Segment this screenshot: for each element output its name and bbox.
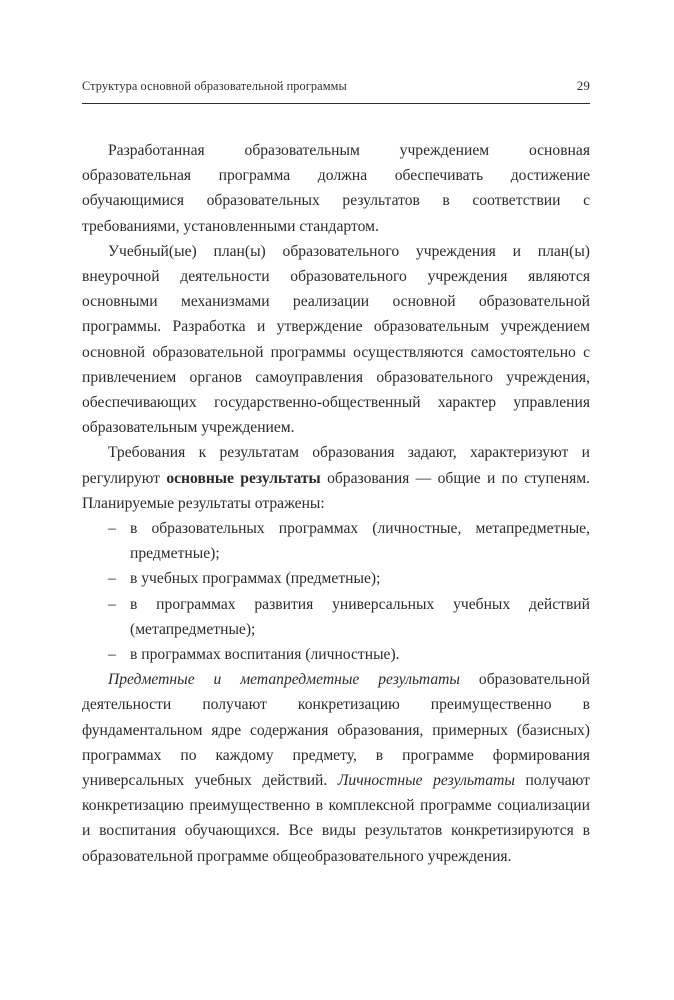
results-list [82, 516, 590, 667]
running-head [82, 78, 590, 103]
list-item-text: в образовательных программах (личностные, метапредметные, предметные); [130, 520, 590, 563]
paragraph-4-italic-1: Предметные и метапредметные результаты [108, 671, 460, 689]
list-item [82, 592, 590, 642]
list-item [82, 516, 590, 566]
running-head-title: Структура основной образовательной программы [82, 79, 347, 93]
header-rule [82, 103, 590, 104]
list-item [82, 642, 590, 667]
paragraph-4 [82, 667, 590, 869]
dash-marker-icon: – [108, 570, 116, 588]
list-item-text: в программах воспитания (личностные). [130, 646, 400, 664]
paragraph-3-emphasis: основные результаты [166, 469, 321, 487]
paragraph-4-middle: образовательной деятельности получают конкретизацию преимущественно в фундаментальном ядре содержания образования, примерных (базисных) программах по каждому предмету, в программе формирования универсальных учебных действий. [82, 671, 590, 790]
page-content [82, 78, 590, 869]
paragraph-3 [82, 440, 590, 516]
page-number: 29 [576, 78, 590, 93]
paragraph-3-lead: Требования к результатам образования задают, характеризуют и регулируют [82, 444, 590, 487]
list-item [82, 566, 590, 591]
list-item-text: в учебных программах (предметные); [130, 570, 381, 588]
body-text [82, 138, 590, 869]
dash-marker-icon: – [108, 520, 116, 538]
paragraph-4-italic-2: Личностные результаты [337, 772, 515, 790]
list-item-text: в программах развития универсальных учебных действий (метапредметные); [130, 595, 590, 638]
paragraph-1: Разработанная образовательным учреждением основная образовательная программа должна обеспечивать достижение обучающимися образовательных результатов в соответствии с требованиями, установленными стандартом. [82, 142, 590, 235]
paragraph-2: Учебный(ые) план(ы) образовательного учреждения и план(ы) внеурочной деятельности образовательного учреждения являются основными механизмами реализации основной образовательной программы. Разработка и утверждение образовательным учреждением основной образовательной программы осуществляются самостоятельно с привлечением органов самоуправления образовательного учреждения, обеспечивающих государственно-общественный характер управления образовательным учреждением. [82, 242, 590, 437]
paragraph-4-tail: получают конкретизацию преимущественно в комплексной программе социализации и воспитания обучающихся. Все виды результатов конкретизируются в образовательной программе общеобразовательного учреждения. [82, 772, 590, 865]
paragraph-3-tail: образования — общие и по ступеням. Планируемые результаты отражены: [82, 469, 591, 512]
dash-marker-icon: – [108, 595, 116, 613]
dash-marker-icon: – [108, 646, 116, 664]
